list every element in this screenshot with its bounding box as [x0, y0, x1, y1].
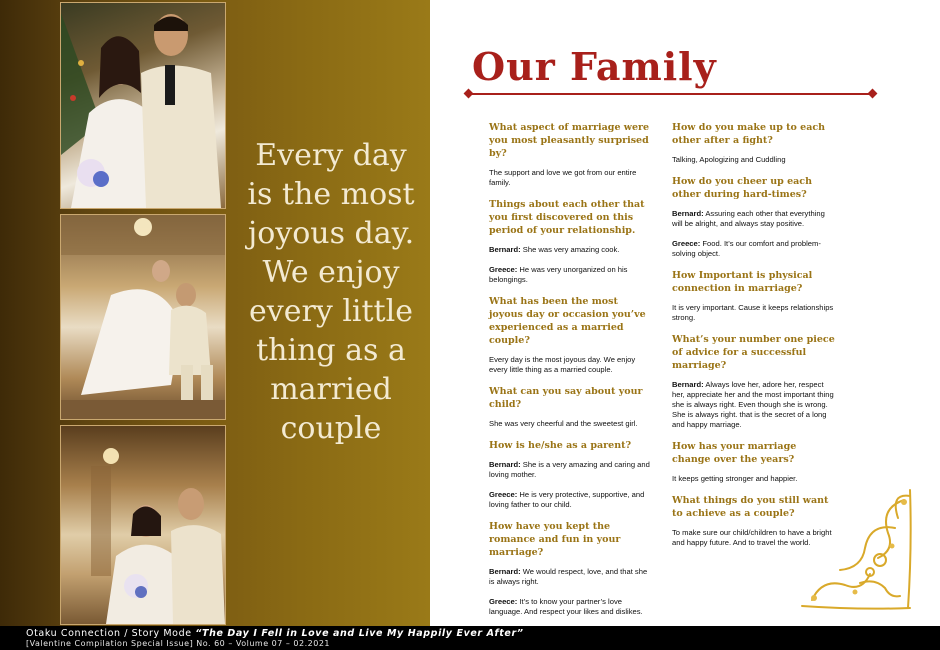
answer-text: It’s to know your partner’s love language. And respect your likes and dislikes. — [489, 597, 643, 616]
answer-text: She was very amazing cook. — [522, 245, 620, 254]
answer-speaker: Greece: — [489, 265, 518, 274]
answer-speaker: Bernard: — [489, 245, 521, 254]
answer — [672, 155, 837, 165]
answer — [672, 303, 837, 323]
answer-text: She was very cheerful and the sweetest girl. — [489, 419, 638, 428]
answer — [672, 474, 837, 484]
qa-column-left — [489, 121, 654, 627]
couple-photo-hallway — [60, 425, 226, 625]
answer-text: It keeps getting stronger and happier. — [672, 474, 798, 483]
answer — [672, 209, 837, 229]
left-panel — [0, 0, 430, 626]
question: What aspect of marriage were you most pleasantly surprised by? — [489, 122, 650, 159]
qa-item — [672, 440, 837, 484]
answer-text: Every day is the most joyous day. We enjoy every little thing as a married couple. — [489, 355, 636, 374]
answer-speaker: Greece: — [489, 597, 518, 606]
answer — [672, 239, 837, 259]
qa-item — [489, 520, 654, 617]
photo-illustration — [61, 215, 225, 419]
answer — [489, 355, 654, 375]
photo-illustration — [61, 426, 225, 624]
title-divider — [468, 93, 873, 95]
footer-story-title: “The Day I Fell in Love and Live My Happily Ever After” — [195, 628, 524, 639]
footer-bar — [0, 626, 940, 650]
question: What can you say about your child? — [489, 386, 643, 410]
quote-line: married — [270, 372, 392, 407]
qa-item — [489, 439, 654, 510]
answer — [489, 419, 654, 429]
qa-item — [672, 175, 837, 259]
quote-line: thing as a — [256, 333, 406, 368]
answer — [672, 380, 837, 430]
answer-speaker: Bernard: — [489, 460, 521, 469]
answer — [489, 460, 654, 480]
question: What things do you still want to achieve as a couple? — [672, 495, 829, 519]
quote-line: joyous day. — [247, 216, 415, 251]
answer-text: It is very important. Cause it keeps relationships strong. — [672, 303, 834, 322]
answer-text: She is a very amazing and caring and loving mother. — [489, 460, 650, 479]
gold-flourish-ornament-icon — [800, 488, 915, 613]
qa-item — [489, 385, 654, 429]
answer-text: Food. It’s our comfort and problem-solving object. — [672, 239, 821, 258]
answer — [489, 168, 654, 188]
answer — [489, 245, 654, 255]
question: How have you kept the romance and fun in your marriage? — [489, 521, 621, 558]
photo-illustration — [61, 3, 225, 208]
answer-text: The support and love we got from our entire family. — [489, 168, 637, 187]
answer-text: Assuring each other that everything will be alright, and always stay positive. — [672, 209, 825, 228]
answer-text: He is very protective, supportive, and loving father to our child. — [489, 490, 645, 509]
answer — [489, 567, 654, 587]
answer-speaker: Bernard: — [489, 567, 521, 576]
answer-text: Talking, Apologizing and Cuddling — [672, 155, 786, 164]
quote-line: couple — [280, 411, 382, 446]
question: What has been the most joyous day or occasion you’ve experienced as a married couple? — [489, 296, 646, 346]
question: Things about each other that you first discovered on this period of your relationship. — [489, 199, 645, 236]
answer — [489, 265, 654, 285]
qa-item — [672, 333, 837, 430]
quote-line: is the most — [247, 177, 415, 212]
quote-line: We enjoy — [262, 255, 400, 290]
answer-speaker: Bernard: — [672, 209, 704, 218]
footer-line-1 — [26, 628, 524, 639]
answer-text: He was very unorganized on his belongings. — [489, 265, 628, 284]
page-title: Our Family — [472, 44, 717, 89]
answer-speaker: Greece: — [489, 490, 518, 499]
couple-photo-seated — [60, 214, 226, 420]
quote-line: Every day — [255, 138, 407, 173]
footer-publication: Otaku Connection / Story Mode — [26, 628, 196, 639]
quote-line: every little — [249, 294, 413, 329]
question: How has your marriage change over the years? — [672, 441, 797, 465]
footer-line-2: [Valentine Compilation Special Issue] No. 60 – Volume 07 – 02.2021 — [26, 639, 331, 648]
answer-text: We would respect, love, and that she is always right. — [489, 567, 648, 586]
answer-speaker: Bernard: — [672, 380, 704, 389]
answer — [489, 597, 654, 617]
answer-text: To make sure our child/children to have a bright and happy future. And to travel the world. — [672, 528, 832, 547]
qa-item — [489, 121, 654, 188]
question: What’s your number one piece of advice for a successful marriage? — [672, 334, 835, 371]
answer-text: Always love her, adore her, respect her, appreciate her and the most important thing she is always right. Even though she is wrong. She is always right. that is the secret of a long and happy marriage. — [672, 380, 834, 429]
question: How Important is physical connection in marriage? — [672, 270, 813, 294]
answer — [489, 490, 654, 510]
qa-item — [489, 198, 654, 285]
couple-photo-christmas-tree — [60, 2, 226, 209]
pull-quote — [245, 136, 417, 448]
question: How do you cheer up each other during hard-times? — [672, 176, 812, 200]
qa-item — [672, 121, 837, 165]
question: How do you make up to each other after a fight? — [672, 122, 826, 146]
answer-speaker: Greece: — [672, 239, 701, 248]
qa-item — [672, 269, 837, 323]
question: How is he/she as a parent? — [489, 440, 632, 451]
qa-item — [489, 295, 654, 375]
